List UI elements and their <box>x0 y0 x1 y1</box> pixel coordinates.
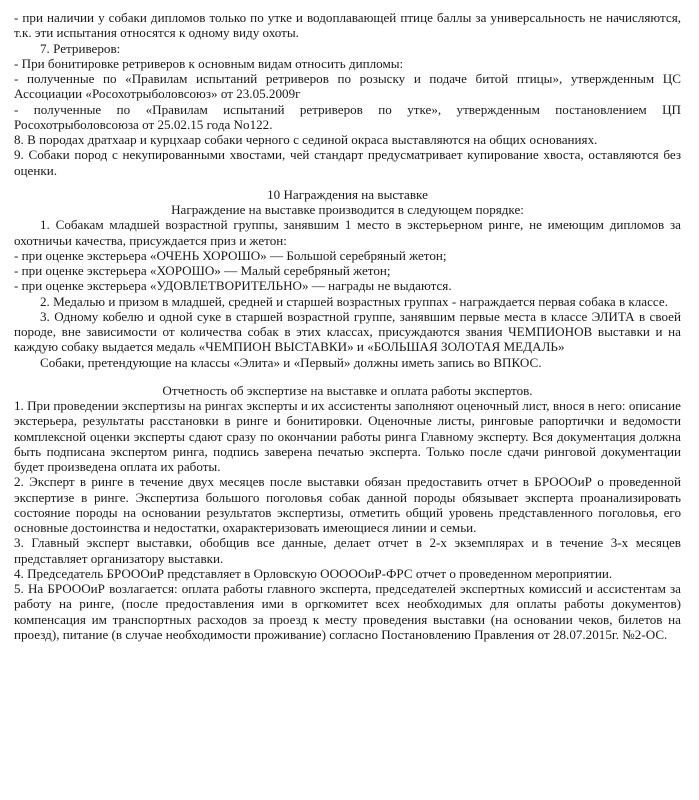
paragraph: - при оценке экстерьера «ХОРОШО» — Малый серебряный жетон; <box>14 263 391 278</box>
paragraph: 7. Ретриверов: <box>40 40 121 56</box>
paragraph-spacer <box>14 370 681 383</box>
paragraph: - при оценке экстерьера «УДОВЛЕТВОРИТЕЛЬНО» — награды не выдаются. <box>14 278 452 294</box>
paragraph: 1. Собакам младшей возрастной группы, занявшим 1 место в экстерьерном ринге, не имеющим дипломов за охотничьи качества, присуждается приз и жетон: <box>14 217 681 248</box>
paragraph: Собаки, претендующие на классы «Элита» и «Первый» должны иметь запись во ВПКОС. <box>40 354 542 370</box>
paragraph: 2. Медалью и призом в младшей, средней и старшей возрастных группах - награждается первая собака в классе. <box>40 293 668 309</box>
paragraph: 8. В породах дратхаар и курцхаар собаки черного с сединой окраса выставляются на общих основаниях. <box>14 132 598 147</box>
paragraph: 1. При проведении экспертизы на рингах эксперты и их ассистенты заполняют оценочный лист, внося в него: описание экстерьера, результаты расстановки в ринге и бонитировки. Оценочные листы, ринговые рапортички и ведомости комплексной оценки эксперты сдают сразу по окончании работы ринга Главному эксперту. Вся документация должна быть подписана экспертом ринга, подпись заверена печатью эксперта. Только после сдачи ринговой документации будет произведена оплата их работы. <box>14 398 681 474</box>
paragraph: - полученные по «Правилам испытаний ретриверов по розыску и подаче битой птицы», утвержденным ЦС Ассоциации «Росохотрыболовсоюз» от 23.05.2009г <box>14 71 681 102</box>
paragraph: 5. На БРОООиР возлагается: оплата работы главного эксперта, председателей экспертных комиссий и ассистентам за работу на ринге, (после предоставления ими в оргкомитет всех необходимых для оплаты работы документов) компенсация им транспортных расходов за проезд к месту проведения выставки (на основании чеков, билетов на проезд), питание (в случае необходимости проживание) согласно Постановлению Правления от 28.07.2015г. №2-ОС. <box>14 581 681 642</box>
paragraph-spacer <box>14 178 681 187</box>
paragraph: 3. Одному кобелю и одной суке в старшей возрастной группе, занявшим первые места в классе ЭЛИТА в своей породе, вне зависимости от количества собак в этих классах, присуждаются звания ЧЕМПИОНОВ выставки и на каждую собаку выдается медаль «ЧЕМПИОН ВЫСТАВКИ» и «БОЛЬШАЯ ЗОЛОТАЯ МЕДАЛЬ» <box>14 308 681 355</box>
section-heading: 10 Награждения на выставке <box>267 186 428 202</box>
paragraph: - при оценке экстерьера «ОЧЕНЬ ХОРОШО» — Большой серебряный жетон; <box>14 247 447 263</box>
section-heading: Отчетность об экспертизе на выставке и оплата работы экспертов. <box>162 382 533 398</box>
paragraph: - При бонитировке ретриверов к основным видам относить дипломы: <box>14 55 404 71</box>
paragraph: 4. Председатель БРОООиР представляет в Орловскую ОООООиР-ФРС отчет о проведенном мероприятии. <box>14 565 613 581</box>
section-heading: Награждение на выставке производится в следующем порядке: <box>171 202 524 217</box>
paragraph: 3. Главный эксперт выставки, обобщив все данные, делает отчет в 2-х экземплярах и в течение 3-х месяцев представляет организатору выставки. <box>14 535 681 566</box>
paragraph: - полученные по «Правилам испытаний ретриверов по утке», утвержденным постановлением ЦП Росохотрыболовсоюза от 25.02.15 года No122. <box>14 101 681 132</box>
paragraph: - при наличии у собаки дипломов только по утке и водоплавающей птице баллы за универсальность не начисляются, т.к. эти испытания относятся к одному виду охоты. <box>14 10 681 41</box>
paragraph: 9. Собаки пород с некупированными хвостами, чей стандарт предусматривает купирование хвоста, оставляются без оценки. <box>14 147 681 178</box>
paragraph: 2. Эксперт в ринге в течение двух месяцев после выставки обязан предоставить отчет в БРОООиР о проведенной экспертизе в ринге. Экспертиза большого поголовья собак данной породы обязывает эксперта проанализировать состояние породы на основании результатов экспертизы, отметить общий уровень представленного поголовья, его основные достоинства и недостатки, охарактеризовать имеющиеся линии и семьи. <box>14 474 681 535</box>
document-body <box>14 10 681 642</box>
